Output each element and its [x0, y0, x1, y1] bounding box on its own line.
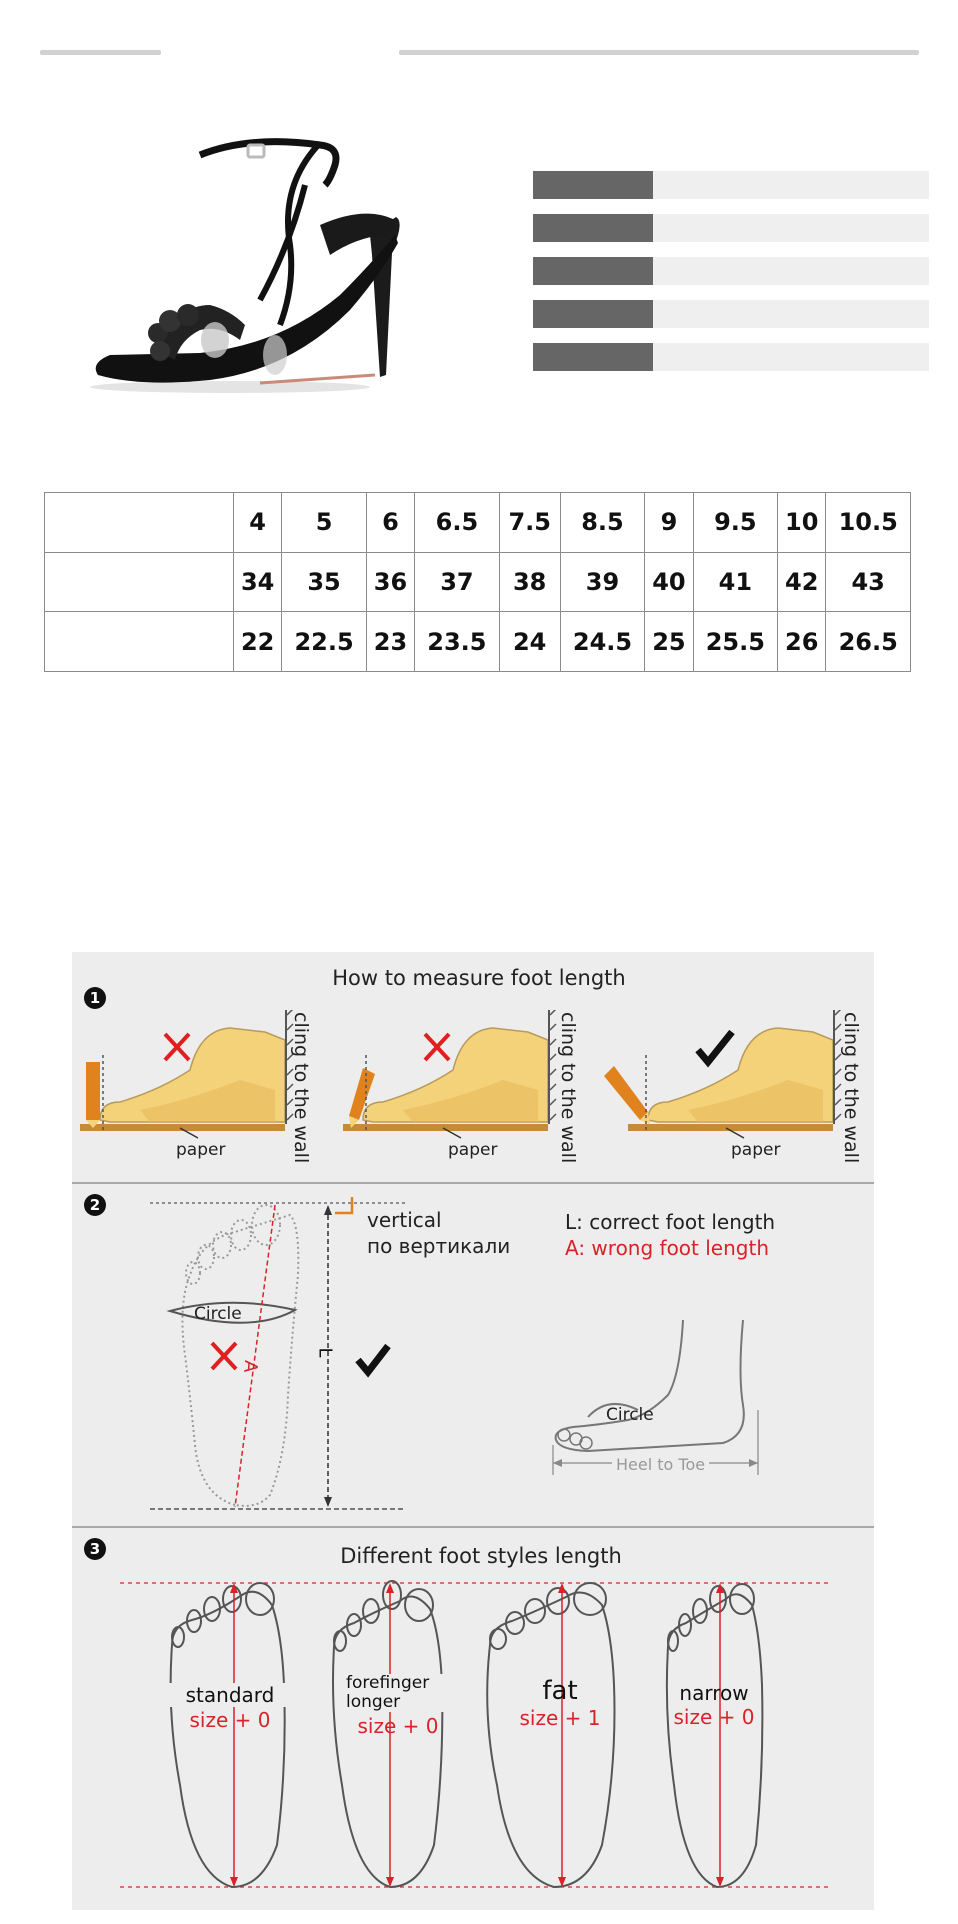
size-cell: 6 — [366, 493, 414, 553]
size-cell: 24.5 — [560, 612, 645, 672]
size-cell: 37 — [415, 552, 500, 612]
wrong-length-label: A: wrong foot length — [565, 1236, 769, 1260]
step-1-badge: 1 — [84, 987, 106, 1009]
step-3-badge: 3 — [84, 1538, 106, 1560]
section3-title: Different foot styles length — [340, 1544, 622, 1568]
size-cell: 9 — [645, 493, 693, 553]
size-cell: 22.5 — [282, 612, 367, 672]
size-cell: 26.5 — [826, 612, 911, 672]
top-divider-left — [40, 50, 161, 55]
guide-separator-1 — [72, 1182, 874, 1184]
guide-separator-2 — [72, 1526, 874, 1528]
step-2-badge: 2 — [84, 1194, 106, 1216]
row-header — [45, 552, 234, 612]
size-row-cm — [45, 612, 911, 672]
row-header — [45, 612, 234, 672]
size-cell: 8.5 — [560, 493, 645, 553]
size-cell: 39 — [560, 552, 645, 612]
foot-standard-outline — [171, 1583, 285, 1887]
size-cell: 5 — [282, 493, 367, 553]
rating-bar-1-fill — [533, 171, 653, 199]
wall-label-3: cling to the wall — [840, 1012, 862, 1164]
size-cell: 38 — [499, 552, 560, 612]
top-divider-right — [399, 50, 919, 55]
rating-bar-5-fill — [533, 343, 653, 371]
size-cell: 40 — [645, 552, 693, 612]
size-cell: 25.5 — [693, 612, 778, 672]
size-cell: 43 — [826, 552, 911, 612]
foot-style-forefinger-name: forefinger longer — [346, 1674, 450, 1712]
size-cell: 34 — [234, 552, 282, 612]
size-cell: 10 — [778, 493, 826, 553]
letter-l: L — [314, 1347, 336, 1358]
circle-label-side: Circle — [606, 1405, 654, 1425]
rating-bar-4-fill — [533, 300, 653, 328]
paper-label-1: paper — [176, 1140, 226, 1160]
heel-to-toe-label: Heel to Toe — [612, 1455, 709, 1474]
foot-style-fat-name: fat — [542, 1676, 578, 1706]
foot-style-forefinger-size: size + 0 — [357, 1714, 439, 1738]
size-cell: 24 — [499, 612, 560, 672]
paper-label-2: paper — [448, 1140, 498, 1160]
rating-bar-2-fill — [533, 214, 653, 242]
wall-label-1: cling to the wall — [290, 1012, 312, 1164]
size-cell: 41 — [693, 552, 778, 612]
foot-style-narrow-name: narrow — [679, 1681, 749, 1705]
row-header — [45, 493, 234, 553]
foot-style-standard-name: standard — [150, 1683, 310, 1707]
vertical-label-en: vertical — [367, 1208, 442, 1232]
vertical-label-ru: по вертикали — [367, 1234, 511, 1258]
size-cell: 23.5 — [415, 612, 500, 672]
size-cell: 23 — [366, 612, 414, 672]
size-cell: 6.5 — [415, 493, 500, 553]
size-cell: 26 — [778, 612, 826, 672]
size-cell: 36 — [366, 552, 414, 612]
foot-narrow-outline — [667, 1583, 763, 1887]
size-cell: 22 — [234, 612, 282, 672]
size-cell: 4 — [234, 493, 282, 553]
circle-label-top: Circle — [194, 1304, 242, 1324]
size-row-us — [45, 493, 911, 553]
foot-style-fat-size: size + 1 — [519, 1706, 601, 1730]
size-cell: 42 — [778, 552, 826, 612]
size-cell: 7.5 — [499, 493, 560, 553]
size-cell: 25 — [645, 612, 693, 672]
size-cell: 9.5 — [693, 493, 778, 553]
section1-title: How to measure foot length — [332, 966, 626, 990]
foot-measure-correct — [604, 1010, 844, 1170]
wall-label-2: cling to the wall — [557, 1012, 579, 1164]
foot-style-standard-size: size + 0 — [189, 1708, 271, 1732]
foot-style-narrow-size: size + 0 — [673, 1705, 755, 1729]
rating-bar-3-fill — [533, 257, 653, 285]
size-row-eu — [45, 552, 911, 612]
letter-a: A — [239, 1359, 262, 1374]
foot-fat-outline — [487, 1583, 614, 1887]
size-cell: 10.5 — [826, 493, 911, 553]
correct-length-label: L: correct foot length — [565, 1210, 776, 1234]
sandal-product-image — [80, 125, 410, 400]
paper-label-3: paper — [731, 1140, 781, 1160]
size-table — [44, 492, 911, 672]
size-cell: 35 — [282, 552, 367, 612]
